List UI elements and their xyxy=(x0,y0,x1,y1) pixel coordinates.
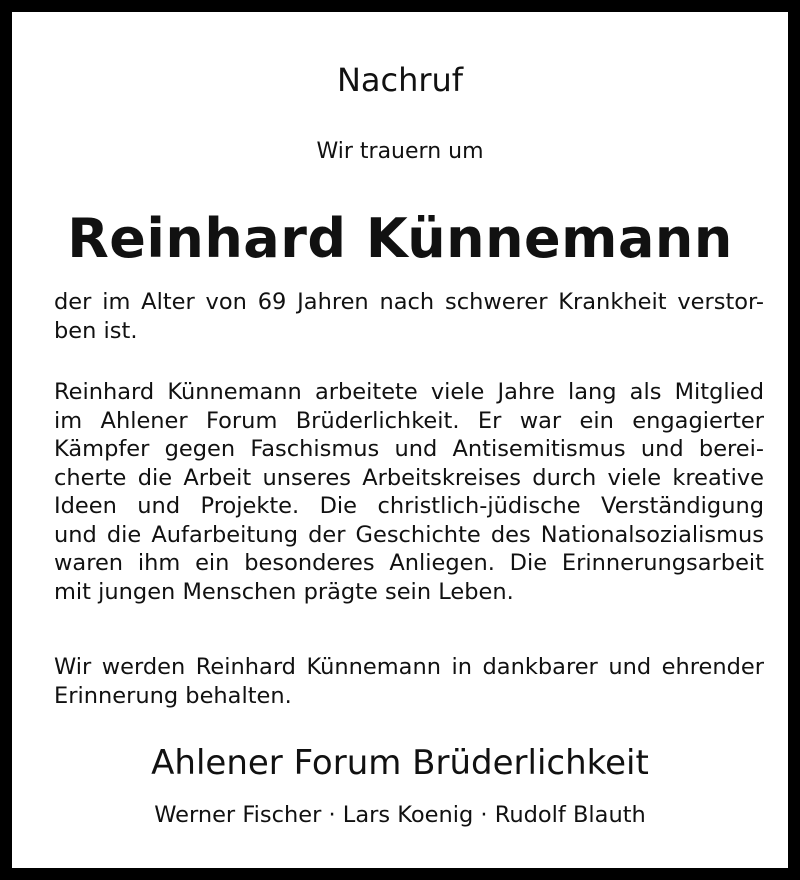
text-line: Wir werden Reinhard Künnemann in dankbarer und ehrender xyxy=(54,654,764,680)
notice-title: Nachruf xyxy=(336,61,464,99)
paragraph-death-notice xyxy=(54,288,764,345)
text-line: Erinnerung behalten. xyxy=(54,682,292,709)
text-line: Kämpfer gegen Faschismus und Antisemitismus und berei- xyxy=(54,436,764,462)
paragraph-tribute xyxy=(54,378,764,606)
text-line: im Ahlener Forum Brüderlichkeit. Er war ein engagierter xyxy=(54,407,764,434)
text-line: ben ist. xyxy=(54,317,138,344)
text-line: Ideen und Projekte. Die christlich-jüdische Verständigung xyxy=(54,493,764,519)
text-line: mit jungen Menschen prägte sein Leben. xyxy=(54,578,514,605)
text-line: cherte die Arbeit unseres Arbeitskreises durch viele kreative xyxy=(54,464,764,491)
text-line: waren ihm ein besonderes Anliegen. Die Erinnerungsarbeit xyxy=(54,550,764,576)
deceased-name: Reinhard Künnemann xyxy=(67,207,733,270)
text-line: der im Alter von 69 Jahren nach schwerer Krankheit verstor- xyxy=(54,289,764,315)
text-line: Reinhard Künnemann arbeitete viele Jahre lang als Mitglied xyxy=(54,379,764,405)
text-line: und die Aufarbeitung der Geschichte des Nationalsozialismus xyxy=(54,521,764,548)
notice-intro: Wir trauern um xyxy=(316,139,484,164)
signers-line: Werner Fischer · Lars Koenig · Rudolf Blauth xyxy=(154,802,646,828)
organization-name: Ahlener Forum Brüderlichkeit xyxy=(151,743,649,783)
paragraph-remembrance xyxy=(54,653,764,710)
